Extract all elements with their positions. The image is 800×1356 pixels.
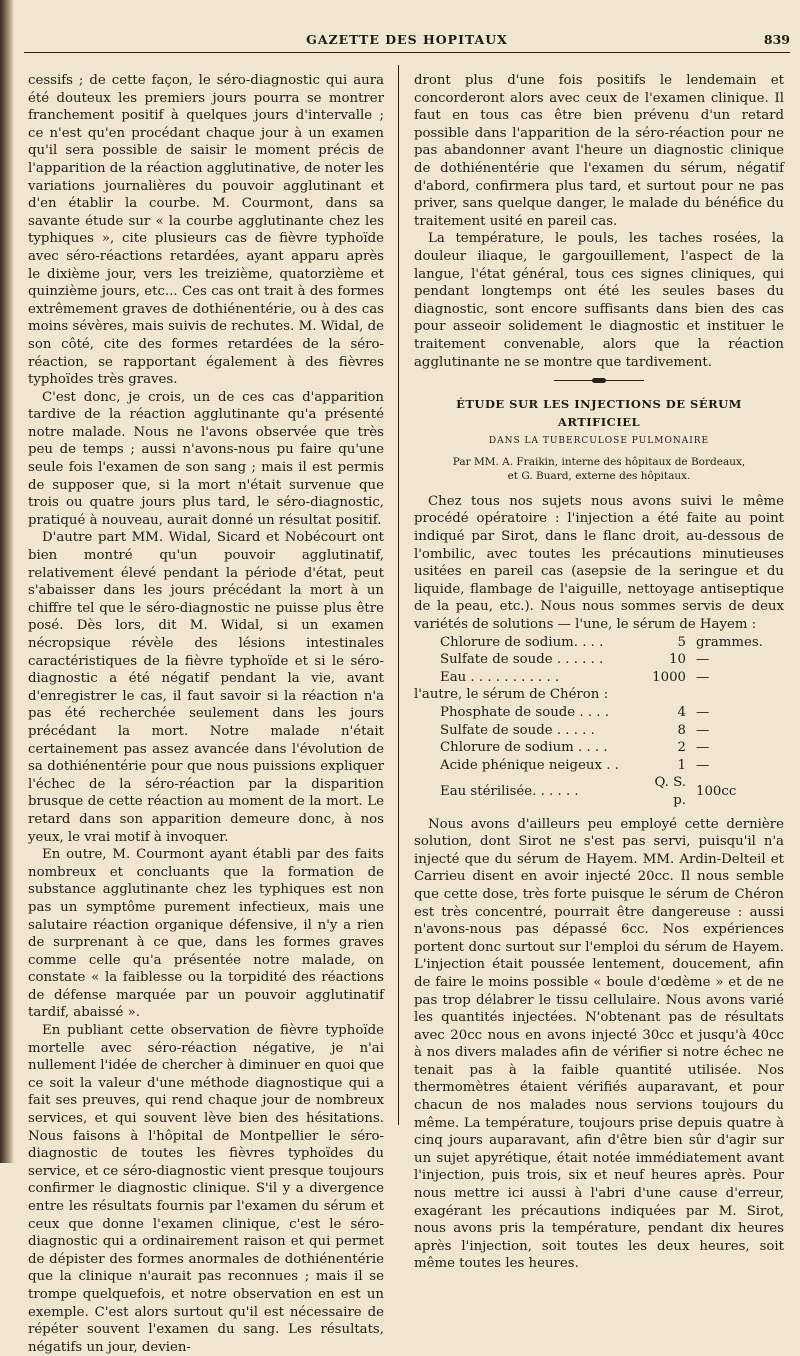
table-row (440, 757, 756, 775)
ingredient-qty: 2 (677, 740, 686, 756)
ingredient-unit: — (696, 705, 710, 720)
ingredient-qty: 1 (677, 757, 686, 773)
ingredient-qty: Q. S. p. (654, 775, 686, 808)
ingredient-unit: — (696, 740, 710, 756)
left-column (28, 72, 384, 1356)
ingredient-unit: — (696, 757, 710, 773)
paragraph: La température, le pouls, les taches rosées, la douleur iliaque, le gargouillement, l'aspect de la langue, l'état général, tous ces signes cliniques, qui pendant longtemps ont été les seules bases du diagnostic, sont encore suffisants dans bien des cas pour asseoir solidement le diagnostic et instituer le traitement convenable, alors que la réaction agglutinante ne se montre que tardivement. (414, 231, 784, 370)
table-row (440, 722, 756, 740)
header-rule (24, 52, 790, 53)
paragraph: En outre, M. Courmont ayant établi par des faits nombreux et concluants que la formation de substance agglutinante chez les typhiques est non pas un symptôme purement infectieux, mais une salutaire réaction organique défensive, il n'y a rien de surprenant à ce que, dans les formes graves comme celle qu'a présentée notre malade, on constate « la faiblesse ou la torpidité des réactions de défense marquée par un pouvoir agglutinatif tardif, abaissé ». (28, 847, 384, 1021)
ingredient-unit: 100cc (696, 784, 737, 800)
ingredient-name: Eau stérilisée. . . . . . (440, 784, 579, 800)
paragraph: En publiant cette observation de fièvre typhoïde mortelle avec séro-réaction négative, je n'ai nullement l'idée de chercher à diminuer en quoi que ce soit la valeur d'une méthode diagnostique qui a fait ses preuves, qui rend chaque jour de nombreux services, et qui souvent lève bien des hésitations. Nous faisons à l'hôpital de Montpellier le séro-diagnostic de toutes les fièvres typhoïdes du service, et ce séro-diagnostic vient presque toujours confirmer le diagnostic clinique. S'il y a divergence entre les résultats fournis par l'examen du sérum et ceux que donne l'examen clinique, c'est le séro-diagnostic qui a ordinairement raison et qui permet de dépister des formes anormales de dothiénentérie que la clinique n'aurait pas reconnues ; mais il se trompe quelquefois, et notre observation en est un exemple. C'est alors surtout qu'il est nécessaire de répéter souvent l'examen du sang. Les résultats, négatifs un jour, devien- (28, 1023, 384, 1355)
ingredient-name: Sulfate de soude . . . . . . (440, 652, 604, 668)
ingredient-qty: 4 (677, 705, 686, 720)
ingredient-name: Chlorure de sodium. . . . (440, 634, 604, 650)
article-subtitle: DANS LA TUBERCULOSE PULMONAIRE (488, 436, 710, 447)
table-row (440, 669, 763, 687)
authors-line: et G. Buard, externe des hôpitaux. (507, 469, 691, 482)
ingredient-unit: — (696, 652, 710, 668)
table-row (440, 651, 763, 669)
ingredient-qty: 8 (677, 722, 686, 738)
journal-title: GAZETTE DES HOPITAUX (306, 32, 508, 47)
article-authors (414, 455, 784, 483)
ingredient-unit: — (696, 669, 710, 685)
article-title: ÉTUDE SUR LES INJECTIONS DE SÉRUM ARTIFICIEL (456, 397, 742, 429)
table-row (440, 774, 756, 809)
section-separator (554, 379, 644, 382)
ingredient-name: Phosphate de soude . . . . (440, 705, 609, 720)
cheron-recipe-table (440, 704, 756, 810)
paragraph: Chez tous nos sujets nous avons suivi le même procédé opératoire : l'injection a été faite au point indiqué par Sirot, dans le flanc droit, au-dessous de l'ombilic, avec toutes les précautions minutieuses usitées en pareil cas (asepsie de la seringue et du liquide, flambage de l'aiguille, nettoyage antiseptique de la peau, etc.). Nous nous sommes servis de deux variétés de solutions — l'une, le sérum de Hayem : (414, 493, 784, 633)
ingredient-name: Acide phénique neigeux . . (440, 757, 619, 773)
paragraph: Nous avons d'ailleurs peu employé cette dernière solution, dont Sirot ne s'est pas servi, puisqu'il n'a injecté que du sérum de Hayem. MM. Ardin-Delteil et Carrieu disent en avoir injecté 20cc. Il nous semble que cette dose, très forte puisque le sérum de Chéron est très concentré, pourrait être dangereuse : aussi n'avons-nous pas dépassé 6cc. Nos expériences portent donc surtout sur l'emploi du sérum de Hayem. L'injection était poussée lentement, doucement, afin de faire le moins possible « boule d'œdème » et de ne pas trop délabrer le tissu cellulaire. Nous avons varié les quantités injectées. N'obtenant pas de résultats avec 20cc nous en avons injecté 30cc et jusqu'à 40cc à nos divers malades afin de vérifier si notre échec ne tenait pas à la faible quantité utilisée. Nos thermomètres étaient vérifiés auparavant, et pour chacun de nos malades nous servions toujours du même. La température, toujours prise depuis quatre à cinq jours auparavant, afin d'être bien sûr d'agir sur un sujet apyrétique, était notée immédiatement avant l'injection, puis trois, six et neuf heures après. Pour nous mettre ici aussi à l'abri d'une cause d'erreur, exagérant les précautions indiquées par M. Sirot, nous avons pris la température, pendant dix heures après l'injection, soit toutes les deux heures, soit même toutes les heures. (414, 816, 784, 1272)
paragraph: dront plus d'une fois positifs le lendemain et concorderont alors avec ceux de l'examen clinique. Il faut en tous cas être bien prévenu d'un retard possible dans l'apparition de la séro-réaction pour ne pas abandonner avant l'heure un diagnostic clinique de dothiénentérie que l'examen du sérum, négatif d'abord, confirmera plus tard, et surtout pour ne pas priver, sans quelque danger, le malade du bénéfice du traitement usité en pareil cas. (414, 73, 784, 229)
ingredient-name: Eau . . . . . . . . . . . (440, 669, 560, 685)
ingredient-qty: 5 (677, 634, 686, 650)
page-number: 839 (763, 32, 790, 47)
table-row (440, 739, 756, 757)
hayem-recipe-table (440, 634, 763, 687)
paragraph: l'autre, le sérum de Chéron : (414, 687, 609, 703)
paragraph: C'est donc, je crois, un de ces cas d'apparition tardive de la réaction agglutinante qu'a présenté notre malade. Nous ne l'avons observée que très peu de temps ; aussi n'avons-nous pu faire qu'une seule fois l'examen de son sang ; mais il est permis de supposer que, si la mort n'était survenue que trois ou quatre jours plus tard, le séro-diagnostic, pratiqué à nouveau, aurait donné un résultat positif. (28, 389, 384, 528)
ingredient-unit: — (696, 722, 710, 738)
paragraph: cessifs ; de cette façon, le séro-diagnostic qui aura été douteux les premiers jours pourra se montrer franchement positif à quelques jours d'intervalle ; ce n'est qu'en procédant chaque jour à un examen qu'il sera possible de saisir le moment précis de l'apparition de la réaction agglutinative, de noter les variations journalières du pouvoir agglutinant et d'en établir la courbe. M. Courmont, dans sa savante étude sur « la courbe agglutinante chez les typhiques », cite plusieurs cas de fièvre typhoïde avec séro-réactions retardées, ayant apparu après le dixième jour, vers les treizième, quatorzième et quinzième jours, etc... Ces cas ont trait à des formes extrêmement graves de dothiénentérie, ou à des cas moins sévères, mais suivis de rechutes. M. Widal, de son côté, cite des formes retardées de la séro-réaction, se rapportant également à des fièvres typhoïdes très graves. (28, 73, 384, 388)
ingredient-unit: grammes. (696, 634, 763, 650)
paragraph: D'autre part MM. Widal, Sicard et Nobécourt ont bien montré qu'un pouvoir agglutinatif, relativement élevé pendant la période d'état, peut s'abaisser dans les jours précédant la mort à un chiffre tel que le séro-diagnostic ne puisse plus être posé. Dès lors, dit M. Widal, si un examen nécropsique révèle des lésions intestinales caractéristiques de la fièvre typhoïde et si le séro-diagnostic a été négatif pendant la vie, avant d'enregistrer le cas, il faut savoir si la réaction n'a pas été recherchée seulement dans les jours précédant la mort. Notre malade n'était certainement pas assez avancée dans l'évolution de sa dothiénentérie pour que nous puissions expliquer l'échec de la séro-réaction par la disparition brusque de cette réaction au moment de la mort. Le retard dans son apparition demeure donc, à nos yeux, le vrai motif à invoquer. (28, 530, 384, 845)
table-row (440, 634, 763, 652)
book-spine (0, 0, 14, 1163)
ingredient-name: Chlorure de sodium . . . . (440, 740, 608, 756)
ingredient-qty: 10 (669, 652, 686, 668)
table-row (440, 704, 756, 722)
right-column (414, 72, 784, 1273)
ingredient-qty: 1000 (652, 669, 686, 685)
ingredient-name: Sulfate de soude . . . . . (440, 722, 595, 738)
authors-line: Par MM. A. Fraikin, interne des hôpitaux de Bordeaux, (452, 455, 746, 468)
column-divider (398, 65, 399, 1125)
page-header (24, 32, 790, 52)
